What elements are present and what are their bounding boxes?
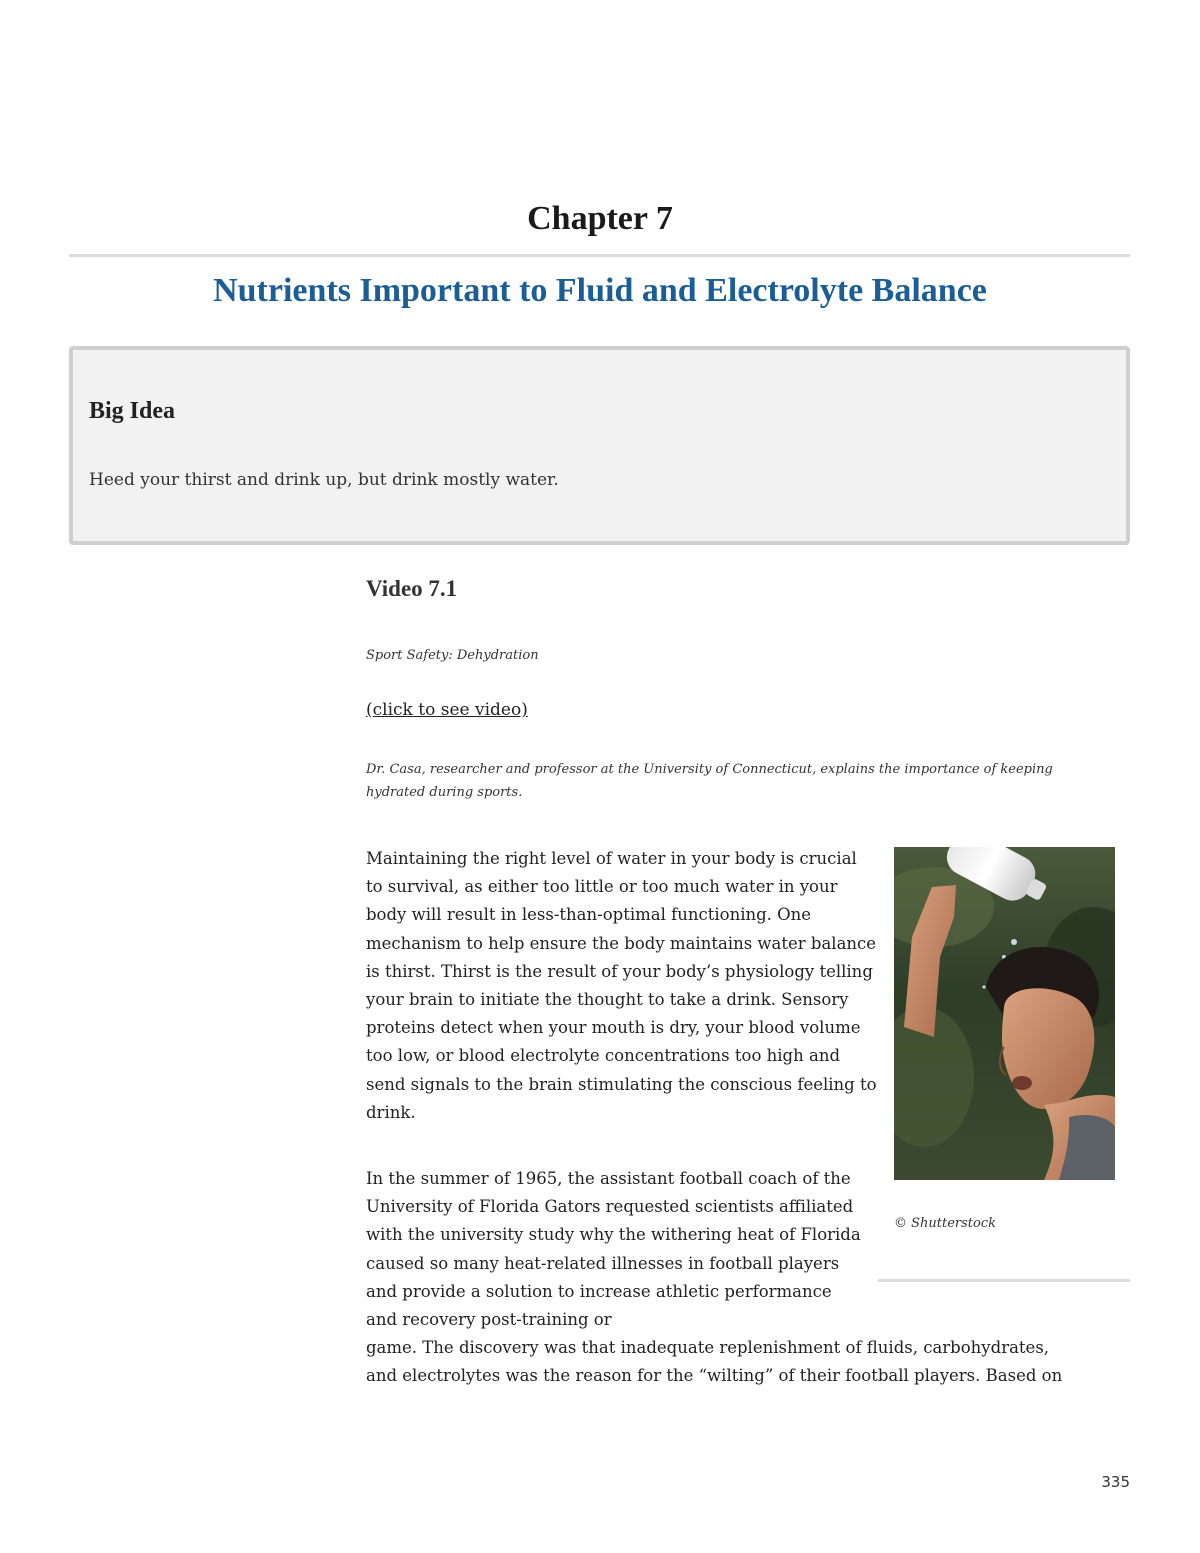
photo-illustration xyxy=(894,847,1115,1180)
chapter-divider xyxy=(69,254,1130,257)
big-idea-box xyxy=(69,346,1130,545)
big-idea-text: Heed your thirst and drink up, but drink mostly water. xyxy=(89,470,559,490)
video-link[interactable]: (click to see video) xyxy=(366,700,528,720)
body-paragraph-2-line-2: and electrolytes was the reason for the “wilting” of their football players. Based on xyxy=(366,1366,1063,1386)
body-paragraph-2-continued xyxy=(366,1334,1136,1390)
body-paragraph-2: In the summer of 1965, the assistant football coach of the University of Florida Gators requested scientists affiliated with the university study why the withering heat of Florida caused so many heat-related illnesses in football players and provide a solution to increase athletic performance and recovery post-training or xyxy=(366,1169,861,1330)
figure-divider xyxy=(878,1279,1130,1282)
chapter-label: Chapter 7 xyxy=(527,200,673,237)
big-idea-heading: Big Idea xyxy=(89,398,176,424)
video-heading: Video 7.1 xyxy=(366,576,458,601)
video-description: Dr. Casa, researcher and professor at the University of Connecticut, explains the importance of keeping hydrated during sports. xyxy=(366,762,1053,800)
page-number: 335 xyxy=(1101,1473,1130,1491)
video-title: Sport Safety: Dehydration xyxy=(366,648,539,663)
chapter-title: Nutrients Important to Fluid and Electrolyte Balance xyxy=(213,272,987,309)
body-paragraph-1: Maintaining the right level of water in your body is crucial to survival, as either too little or too much water in your body will result in less-than-optimal functioning. One mechanism to help ensure the body maintains water balance is thirst. Thirst is the result of your body’s physiology telling your brain to initiate the thought to take a drink. Sensory proteins detect when your mouth is dry, your blood volume too low, or blood electrolyte concentrations too high and send signals to the brain stimulating the conscious feeling to drink. xyxy=(366,849,877,1122)
athlete-drinking-water-photo xyxy=(894,847,1115,1180)
body-paragraph-2-line-1: game. The discovery was that inadequate replenishment of fluids, carbohydrates, xyxy=(366,1338,1050,1357)
photo-credit: © Shutterstock xyxy=(894,1216,997,1231)
